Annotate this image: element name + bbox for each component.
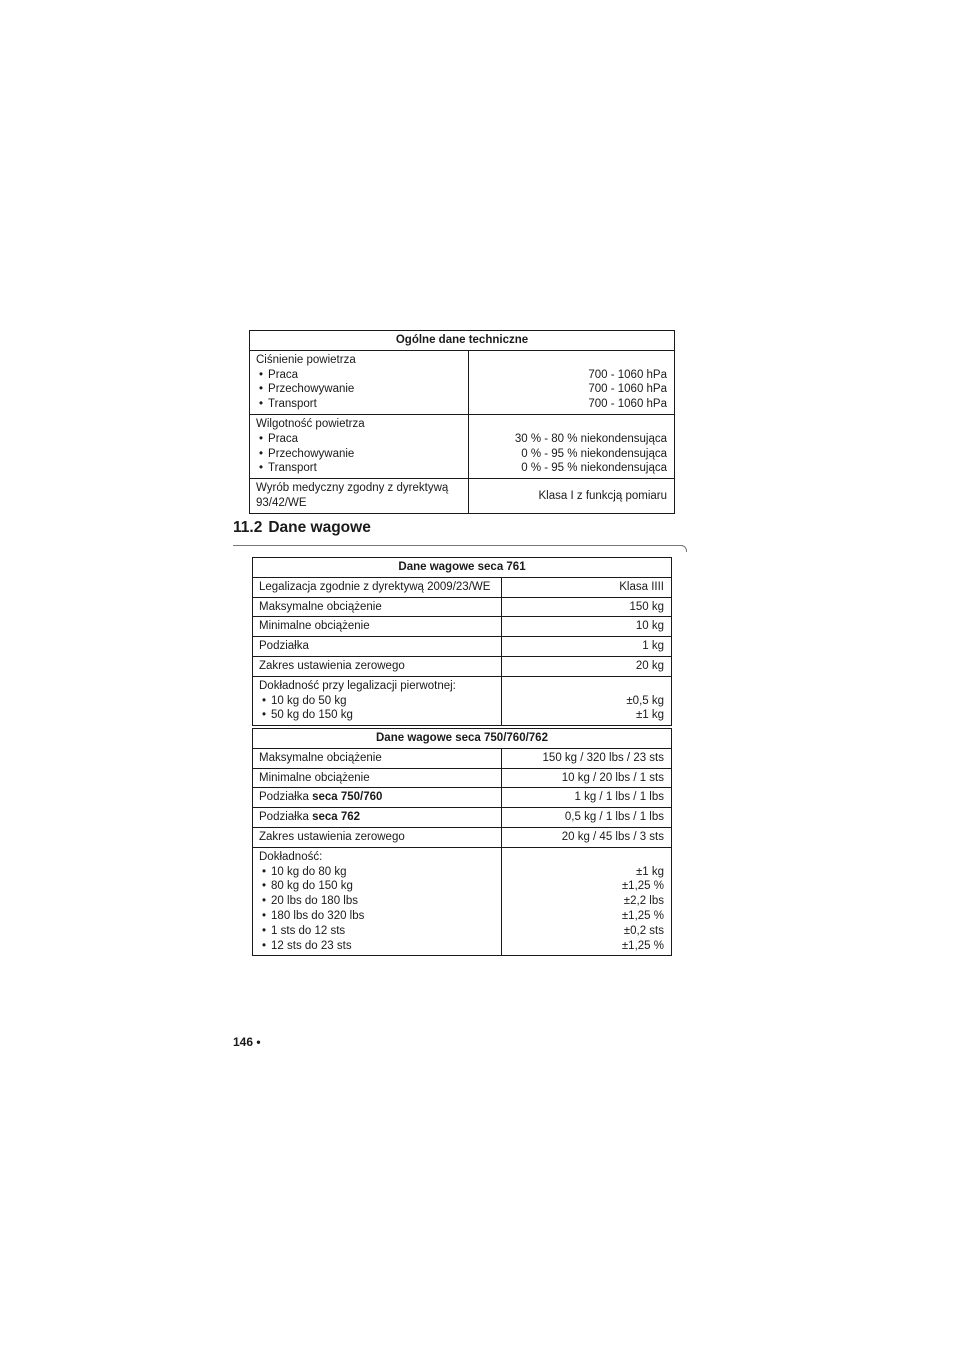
table-row (253, 656, 672, 676)
accuracy-label: Dokładność: (259, 850, 323, 863)
list-item: • 180 lbs do 320 lbs (259, 909, 494, 924)
value-item: 0 % - 95 % niekondensująca (521, 447, 667, 460)
row-value: 10 kg / 20 lbs / 1 sts (502, 768, 672, 788)
table-row (250, 350, 675, 414)
general-technical-data-table (249, 330, 675, 514)
air-pressure-label: Ciśnienie powietrza (256, 353, 356, 366)
list-item: • 10 kg do 80 kg (259, 865, 494, 880)
seca-750-760-762-weighing-table (252, 728, 672, 956)
medical-device-label: Wyrób medyczny zgodny z dyrektywą 93/42/WE (250, 479, 469, 514)
page-number: 146 • (233, 1035, 261, 1049)
row-label: Maksymalne obciążenie (253, 748, 502, 768)
row-label: Zakres ustawienia zerowego (253, 827, 502, 847)
table-row (250, 479, 675, 514)
table-row (253, 788, 672, 808)
row-label (253, 788, 502, 808)
value-item: ±1,25 % (621, 880, 664, 893)
division-label: Podziałka (259, 791, 309, 804)
heading-divider-corner (678, 545, 687, 552)
heading-divider (233, 545, 683, 546)
section-heading (233, 519, 371, 537)
section-number: 11.2 (233, 519, 263, 536)
row-label: Maksymalne obciążenie (253, 597, 502, 617)
list-item: • 10 kg do 50 kg (259, 694, 494, 709)
row-value (502, 676, 672, 725)
list-item: • Transport (256, 461, 461, 476)
table-row (253, 847, 672, 956)
table-row (250, 414, 675, 478)
seca-761-weighing-table (252, 557, 672, 726)
list-item: • Przechowywanie (256, 447, 461, 462)
list-item: • 20 lbs do 180 lbs (259, 894, 494, 909)
value-item: ±1 kg (635, 709, 664, 722)
row-label (250, 414, 469, 478)
row-label (253, 676, 502, 725)
section-title: Dane wagowe (268, 519, 371, 536)
table-row (253, 748, 672, 768)
value-item: ±2,2 lbs (623, 895, 664, 908)
table-row (253, 676, 672, 725)
value-item: 30 % - 80 % niekondensująca (514, 432, 667, 445)
row-label: Legalizacja zgodnie z dyrektywą 2009/23/WE (253, 577, 502, 597)
list-item: • Przechowywanie (256, 382, 461, 397)
table-row (253, 808, 672, 828)
table-row (253, 597, 672, 617)
value-item: ±1,25 % (621, 909, 664, 922)
value-item: ±0,2 sts (623, 924, 664, 937)
value-item: 700 - 1060 hPa (588, 383, 667, 396)
list-item: • Transport (256, 397, 461, 412)
row-value: 1 kg (502, 637, 672, 657)
model-name: seca 762 (312, 811, 361, 824)
row-value: 20 kg (502, 656, 672, 676)
row-value: 1 kg / 1 lbs / 1 lbs (502, 788, 672, 808)
value-item: 700 - 1060 hPa (588, 398, 667, 411)
value-item: ±1 kg (635, 865, 664, 878)
row-value (502, 847, 672, 956)
humidity-label: Wilgotność powietrza (256, 417, 365, 430)
accuracy-label: Dokładność przy legalizacji pierwotnej: (259, 679, 456, 692)
row-label (253, 808, 502, 828)
table-header: Ogólne dane techniczne (250, 331, 675, 351)
value-item: ±0,5 kg (626, 694, 664, 707)
list-item: • 1 sts do 12 sts (259, 924, 494, 939)
row-value (469, 350, 675, 414)
division-label: Podziałka (259, 811, 309, 824)
table-row (253, 637, 672, 657)
row-label: Zakres ustawienia zerowego (253, 656, 502, 676)
table-header: Dane wagowe seca 761 (253, 558, 672, 578)
row-label: Podziałka (253, 637, 502, 657)
row-value: 10 kg (502, 617, 672, 637)
row-label (253, 847, 502, 956)
value-item: 0 % - 95 % niekondensująca (521, 462, 667, 475)
row-value: 150 kg / 320 lbs / 23 sts (502, 748, 672, 768)
table-row (253, 768, 672, 788)
list-item: • 50 kg do 150 kg (259, 708, 494, 723)
list-item: • 80 kg do 150 kg (259, 879, 494, 894)
table-header: Dane wagowe seca 750/760/762 (253, 729, 672, 749)
row-value: Klasa IIII (502, 577, 672, 597)
table-row (253, 827, 672, 847)
medical-device-value: Klasa I z funkcją pomiaru (469, 479, 675, 514)
list-item: • 12 sts do 23 sts (259, 939, 494, 954)
row-value (469, 414, 675, 478)
table-row (253, 577, 672, 597)
row-value: 20 kg / 45 lbs / 3 sts (502, 827, 672, 847)
model-name: seca 750/760 (312, 791, 383, 804)
row-label: Minimalne obciążenie (253, 617, 502, 637)
list-item: • Praca (256, 368, 461, 383)
table-row (253, 617, 672, 637)
value-item: 700 - 1060 hPa (588, 368, 667, 381)
row-label (250, 350, 469, 414)
row-value: 0,5 kg / 1 lbs / 1 lbs (502, 808, 672, 828)
row-label: Minimalne obciążenie (253, 768, 502, 788)
row-value: 150 kg (502, 597, 672, 617)
list-item: • Praca (256, 432, 461, 447)
value-item: ±1,25 % (621, 939, 664, 952)
